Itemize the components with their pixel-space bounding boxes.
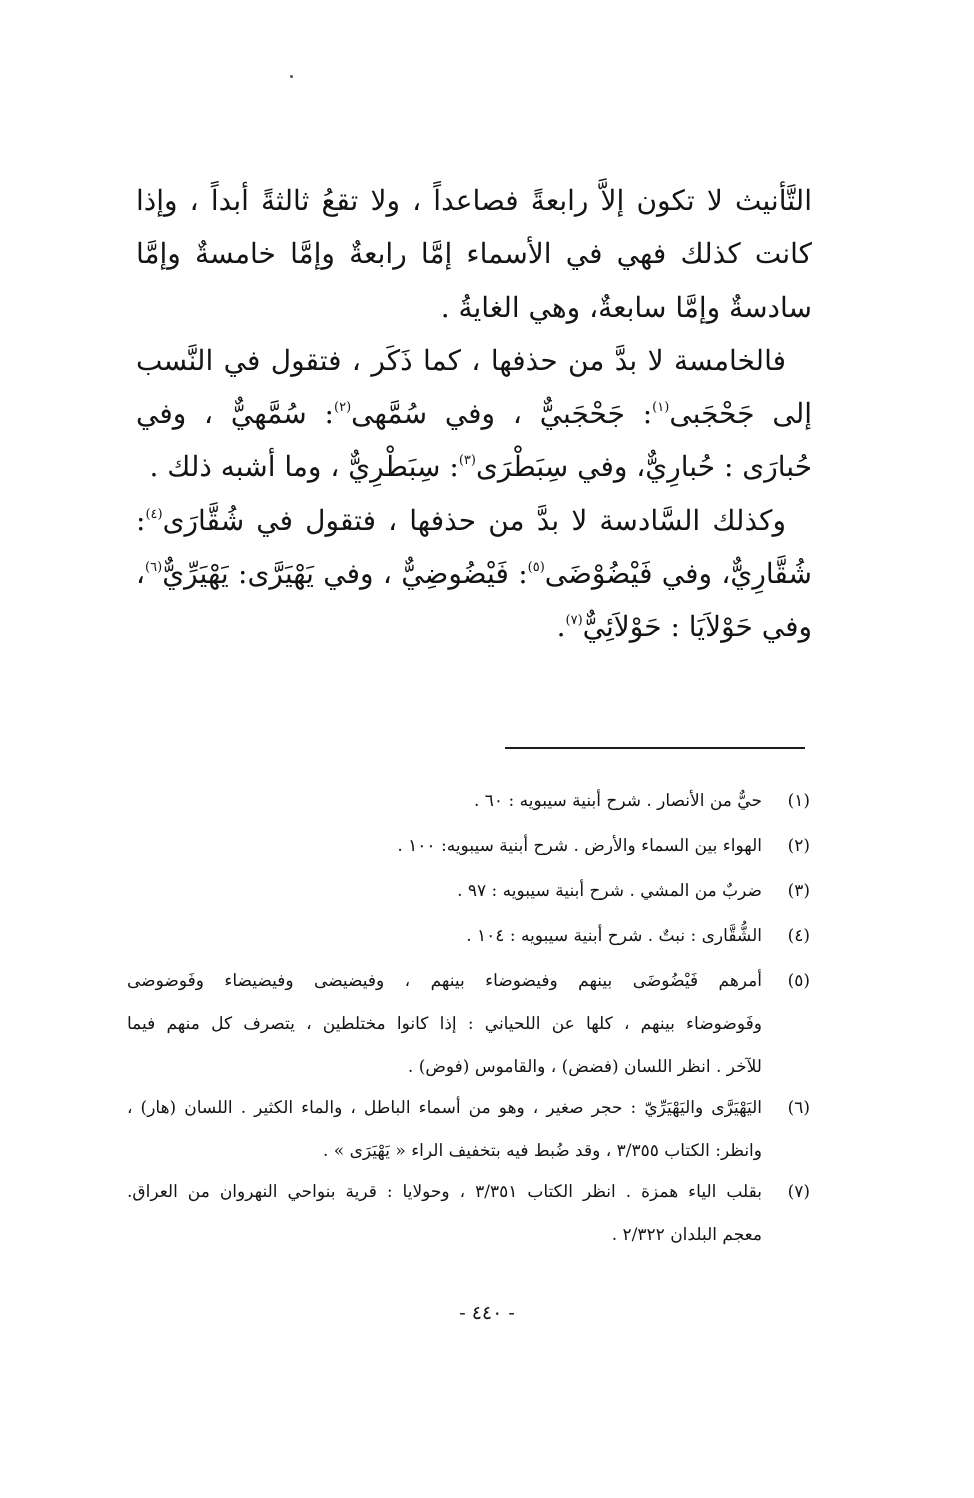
paragraph-2 — [136, 334, 812, 494]
footnote-body — [127, 924, 762, 948]
paragraph-3-text: وكذلك السَّادسة لا بدَّ من حذفها ، فتقول في شُقَّارَى — [162, 503, 786, 537]
paragraph-3-text: : شُقَّارِيٌّ، وفي فَيْضُوْضَى — [136, 503, 813, 591]
footnote-5 — [127, 969, 812, 1079]
footnote-3 — [127, 879, 812, 903]
footnote-ref-2[interactable]: (٢) — [334, 400, 352, 416]
footnote-ref-5[interactable]: (٥) — [527, 560, 545, 576]
footnote-ref-7[interactable]: (٧) — [565, 613, 583, 629]
footnote-line: أمرهم فَيْضُوضَى بينهم وفيضوضاء بينهم ، وفيضيضى وفيضيضاء وفَوضوضى — [127, 971, 762, 991]
footnote-line: ضربٌ من المشي . شرح أبنية سيبويه : ٩٧ . — [457, 881, 762, 901]
footnote-body — [127, 1180, 762, 1247]
footnote-number: (١) — [787, 791, 810, 811]
footnote-2 — [127, 834, 812, 858]
paragraph-2-text: : سِبَطْرِيٌّ ، وما أشبه ذلك . — [149, 450, 459, 484]
footnote-number: (٢) — [787, 836, 810, 856]
footnote-line: وانظر: الكتاب ٣/٣٥٥ ، وقد ضُبط فيه بتخفيف الراء « يَهْيَرَى » . — [322, 1141, 762, 1161]
footnote-ref-6[interactable]: (٦) — [145, 560, 163, 576]
footnotes-section — [127, 789, 812, 1264]
paragraph-3-text: ، وفي حَوْلاَيَا : حَوْلاَئِيٌّ — [136, 557, 812, 644]
footnote-line: حيٌّ من الأنصار . شرح أبنية سيبويه : ٦٠ . — [473, 791, 762, 811]
footnote-number: (٣) — [787, 881, 810, 901]
paragraph-3-text: : فَيْضُوضِيٌّ ، وفي يَهْيَرَّى: يَهْيَرِّيٌّ — [162, 557, 528, 591]
footnote-6 — [127, 1096, 812, 1163]
footnote-body — [127, 879, 762, 903]
footnote-line: الهواء بين السماء والأرض . شرح أبنية سيبويه: ١٠٠ . — [397, 836, 762, 856]
footnote-number: (٦) — [787, 1098, 810, 1118]
footnote-body — [127, 1096, 762, 1163]
footnote-line: بقلب الياء همزة . انظر الكتاب ٣/٣٥١ ، وحولايا : قرية بنواحي النهروان من العراق. — [127, 1182, 762, 1202]
footnote-number: (٤) — [787, 926, 810, 946]
footnote-separator — [505, 747, 805, 749]
main-text-block — [136, 174, 812, 654]
paragraph-1: التَّأنيث لا تكون إلاَّ رابعةً فصاعداً ، ولا تقعُ ثالثةً أبداً ، وإذا كانت كذلك فهي في الأسماء إمَّا رابعةٌ وإمَّا خامسةٌ وإمَّا سادسةٌ وإمَّا سابعةٌ، وهي الغايةُ . — [136, 184, 812, 324]
footnote-line: الشُّقَّارى : نبتٌ . شرح أبنية سيبويه : ١٠٤ . — [466, 926, 762, 946]
footnote-line: وفَوضوضاء بينهم ، كلها عن اللحياني : إذا كانوا مختلطين ، يتصرف كل منهم فيما — [127, 1014, 762, 1034]
footnote-1 — [127, 789, 812, 813]
paragraph-3-text: . — [556, 610, 566, 644]
footnote-body — [127, 789, 762, 813]
footnote-7 — [127, 1180, 812, 1247]
paragraph-2-text: فالخامسة لا بدَّ من حذفها ، كما ذَكَر ، فتقول في النَّسب إلى جَحْجَبى — [136, 343, 812, 431]
footnote-number: (٧) — [787, 1182, 810, 1202]
paragraph-3 — [136, 494, 812, 654]
footnote-4 — [127, 924, 812, 948]
footnote-line: للآخر . انظر اللسان (فضض) ، والقاموس (فوض) . — [407, 1057, 762, 1077]
footnote-body — [127, 969, 762, 1079]
footnote-line: معجم البلدان ٢/٣٢٢ . — [611, 1225, 762, 1245]
paragraph-2-text: : سُمَّهيٌّ ، وفي حُبارَى : حُبارِيٌّ، وفي سِبَطْرَى — [136, 397, 812, 484]
footnote-number: (٥) — [787, 971, 810, 991]
footnote-body — [127, 834, 762, 858]
footnote-ref-4[interactable]: (٤) — [145, 506, 163, 522]
footnote-ref-1[interactable]: (١) — [652, 400, 670, 416]
paragraph-2-text: : جَحْجَبيٌّ ، وفي سُمَّهى — [351, 397, 653, 431]
paper-speck — [290, 75, 293, 78]
page-number: - ٤٤٠ - — [459, 1302, 515, 1324]
footnote-line: اليَهْيَرَّى واليَهْيَرِّيّ : حجر صغير ، وهو من أسماء الباطل ، والماء الكثير . اللسان (هار) ، — [127, 1098, 762, 1118]
footnote-ref-3[interactable]: (٣) — [458, 453, 476, 469]
